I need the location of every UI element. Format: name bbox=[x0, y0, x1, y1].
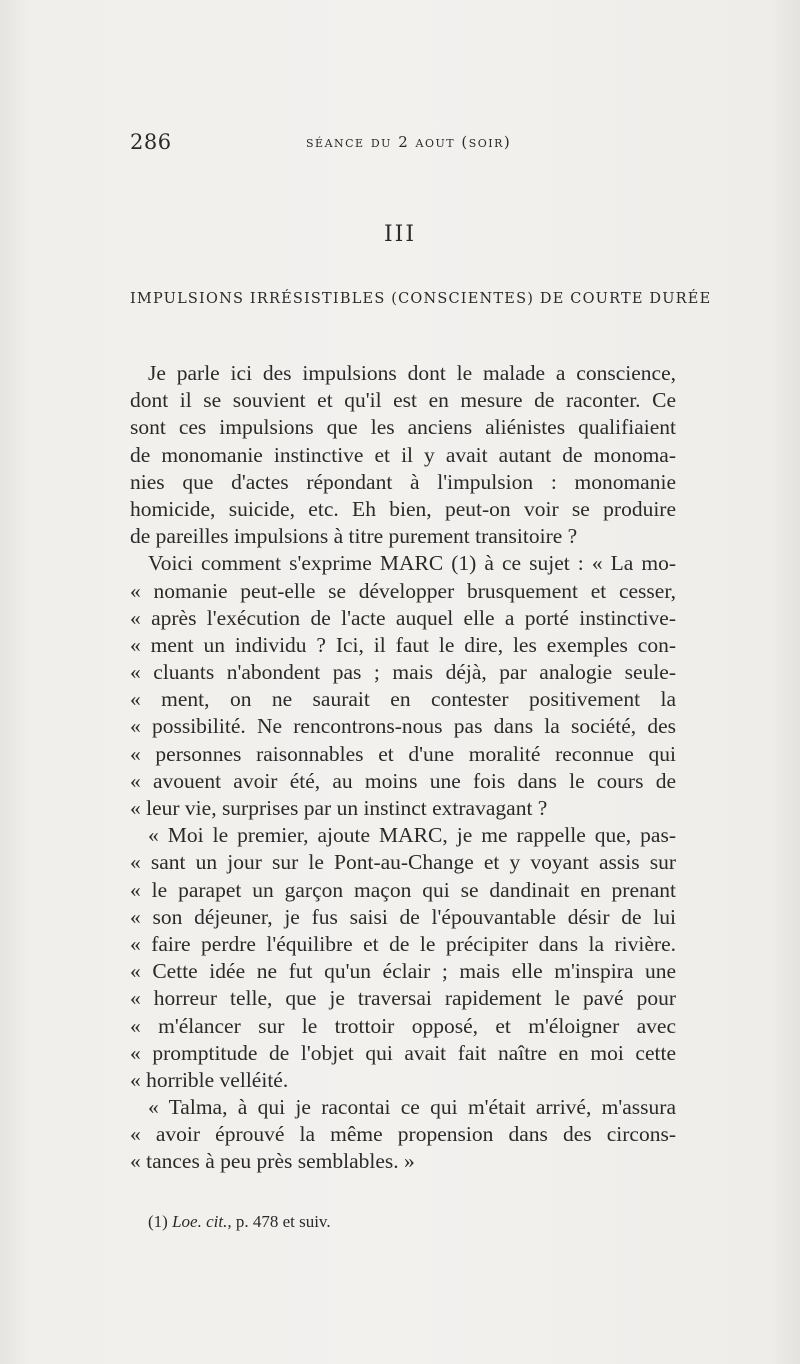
text-line: « promptitude de l'objet qui avait fait naître en moi cette bbox=[130, 1040, 676, 1065]
text-line: « ment un individu ? Ici, il faut le dire, les exemples con- bbox=[130, 632, 676, 657]
text-line: « tances à peu près semblables. » bbox=[130, 1149, 415, 1174]
body-text bbox=[130, 360, 676, 1176]
text-line: « le parapet un garçon maçon qui se dandinait en prenant bbox=[130, 877, 676, 902]
text-line: « horrible velléité. bbox=[130, 1067, 289, 1092]
footnote-citation: Loe. cit., bbox=[172, 1212, 232, 1231]
footnote-rest: p. 478 et suiv. bbox=[235, 1212, 331, 1231]
section-number: III bbox=[383, 222, 417, 247]
running-head: séance du 2 aout (soir) bbox=[306, 133, 512, 151]
text-line: Voici comment s'exprime MARC (1) à ce sujet : « La mo- bbox=[148, 551, 676, 576]
text-line: Je parle ici des impulsions dont le malade a conscience, bbox=[148, 361, 676, 385]
footnote bbox=[148, 1212, 331, 1232]
page-number: 286 bbox=[130, 130, 172, 154]
text-line: « ment, on ne saurait en contester positivement la bbox=[130, 687, 676, 712]
text-line: sont ces impulsions que les anciens aliénistes qualifiaient bbox=[130, 415, 676, 440]
text-line: de pareilles impulsions à titre purement transitoire ? bbox=[130, 524, 578, 549]
text-line: dont il se souvient et qu'il est en mesure de raconter. Ce bbox=[130, 388, 676, 413]
text-line: « son déjeuner, je fus saisi de l'épouvantable désir de lui bbox=[130, 904, 676, 929]
footnote-marker: (1) bbox=[148, 1212, 168, 1231]
text-line: « avouent avoir été, au moins une fois dans le cours de bbox=[130, 768, 676, 793]
text-line: « Talma, à qui je racontai ce qui m'était arrivé, m'assura bbox=[148, 1095, 676, 1120]
page-header bbox=[130, 130, 676, 160]
text-line: nies que d'actes répondant à l'impulsion : monomanie bbox=[130, 469, 676, 494]
text-line: « possibilité. Ne rencontrons-nous pas dans la société, des bbox=[130, 714, 676, 739]
text-line: « m'élancer sur le trottoir opposé, et m'éloigner avec bbox=[130, 1013, 676, 1038]
text-line: « faire perdre l'équilibre et de le précipiter dans la rivière. bbox=[130, 931, 676, 956]
text-line: « Cette idée ne fut qu'un éclair ; mais elle m'inspira une bbox=[130, 959, 676, 984]
text-line: « Moi le premier, ajoute MARC, je me rappelle que, pas- bbox=[148, 823, 676, 848]
text-line: « nomanie peut-elle se développer brusquement et cesser, bbox=[130, 578, 676, 603]
text-line: « avoir éprouvé la même propension dans des circons- bbox=[130, 1122, 676, 1147]
section-title: IMPULSIONS IRRÉSISTIBLES (CONSCIENTES) DE COURTE DURÉE bbox=[130, 291, 712, 307]
text-line: « après l'exécution de l'acte auquel elle a porté instinctive- bbox=[130, 605, 676, 630]
text-line: « leur vie, surprises par un instinct extravagant ? bbox=[130, 796, 548, 820]
text-line: « cluants n'abondent pas ; mais déjà, par analogie seule- bbox=[130, 660, 676, 685]
text-line: « sant un jour sur le Pont-au-Change et y voyant assis sur bbox=[130, 850, 676, 875]
text-line: « personnes raisonnables et d'une moralité reconnue qui bbox=[130, 741, 676, 766]
text-line: de monomanie instinctive et il y avait autant de monoma- bbox=[130, 442, 676, 467]
text-line: homicide, suicide, etc. Eh bien, peut-on voir se produire bbox=[130, 496, 676, 521]
text-line: « horreur telle, que je traversai rapidement le pavé pour bbox=[130, 986, 676, 1011]
